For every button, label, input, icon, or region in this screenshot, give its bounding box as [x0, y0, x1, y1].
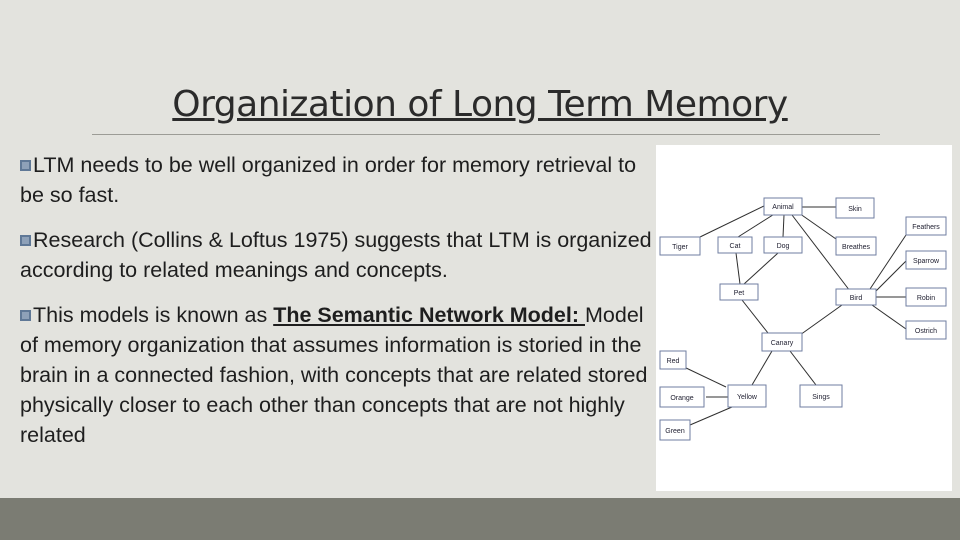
node-feathers-label: Feathers [912, 224, 940, 231]
node-dog-label: Dog [776, 243, 790, 250]
node-skin-label: Skin [848, 206, 862, 213]
edge-green-yellow [690, 407, 732, 425]
node-robin-label: Robin [916, 295, 936, 302]
bullet-item [16, 225, 656, 285]
edge-animal-cat [738, 213, 776, 237]
node-green-label: Green [665, 428, 685, 435]
node-bird-label: Bird [849, 295, 863, 302]
node-pet [720, 284, 758, 300]
bullet-emphasis: The Semantic Network Model: [273, 303, 585, 327]
bullet-text-lead: This models is known as [33, 303, 274, 327]
edge-cat-pet [736, 253, 740, 284]
node-canary [762, 333, 802, 351]
node-dog [764, 237, 802, 253]
node-sings-label: Sings [812, 394, 830, 401]
bullet-text-rest: Model of memory organization that assumes information is storied in the brain in a connected fashion, with concepts that are related stored physically closer to each other than concepts that are not highly related [20, 303, 648, 447]
edge-canary-sings [790, 351, 816, 385]
edge-red-yellow [684, 367, 726, 387]
bullet-square-icon [20, 235, 31, 246]
slide-title: Organization of Long Term Memory [172, 84, 788, 125]
node-orange-label: Orange [670, 395, 694, 402]
node-sparrow [906, 251, 946, 269]
node-robin [906, 288, 946, 306]
node-green [660, 420, 690, 440]
node-sparrow-label: Sparrow [912, 258, 940, 265]
edge-animal-dog [783, 215, 784, 237]
node-yellow-label: Yellow [737, 394, 757, 401]
node-tiger [660, 237, 700, 255]
node-feathers [906, 217, 946, 235]
node-sings [800, 385, 842, 407]
edge-pet-canary [742, 300, 768, 333]
node-cat [718, 237, 752, 253]
edge-animal-tiger [700, 205, 766, 237]
bullet-item [16, 300, 656, 450]
node-pet-label: Pet [733, 290, 745, 297]
bullet-text: Research (Collins & Loftus 1975) suggests that LTM is organized according to related meanings and concepts. [20, 228, 652, 282]
node-cat-label: Cat [729, 243, 741, 250]
node-yellow [728, 385, 766, 407]
semantic-network-diagram [656, 145, 952, 491]
edge-bird-ostrich [872, 305, 906, 329]
bullet-square-icon [20, 310, 31, 321]
footer-bar [0, 498, 960, 540]
node-tiger-label: Tiger [672, 244, 688, 251]
node-orange [660, 387, 704, 407]
node-animal [764, 198, 802, 215]
edge-dog-pet [744, 253, 778, 284]
node-red [660, 351, 686, 369]
node-ostrich-label: Ostrich [914, 328, 938, 335]
node-canary-label: Canary [770, 340, 794, 347]
title-divider [92, 134, 880, 135]
bullet-list [16, 150, 656, 465]
semantic-network-svg [656, 145, 952, 491]
bullet-square-icon [20, 160, 31, 171]
node-animal-label: Animal [772, 204, 794, 211]
edge-canary-bird [800, 305, 842, 335]
node-skin [836, 198, 874, 218]
edge-canary-yellow [752, 351, 772, 385]
node-breathes [836, 237, 876, 255]
node-breathes-label: Breathes [841, 244, 871, 251]
node-red-label: Red [666, 358, 680, 365]
bullet-item [16, 150, 656, 210]
node-bird [836, 289, 876, 305]
bullet-text: LTM needs to be well organized in order for memory retrieval to be so fast. [20, 153, 637, 207]
node-ostrich [906, 321, 946, 339]
